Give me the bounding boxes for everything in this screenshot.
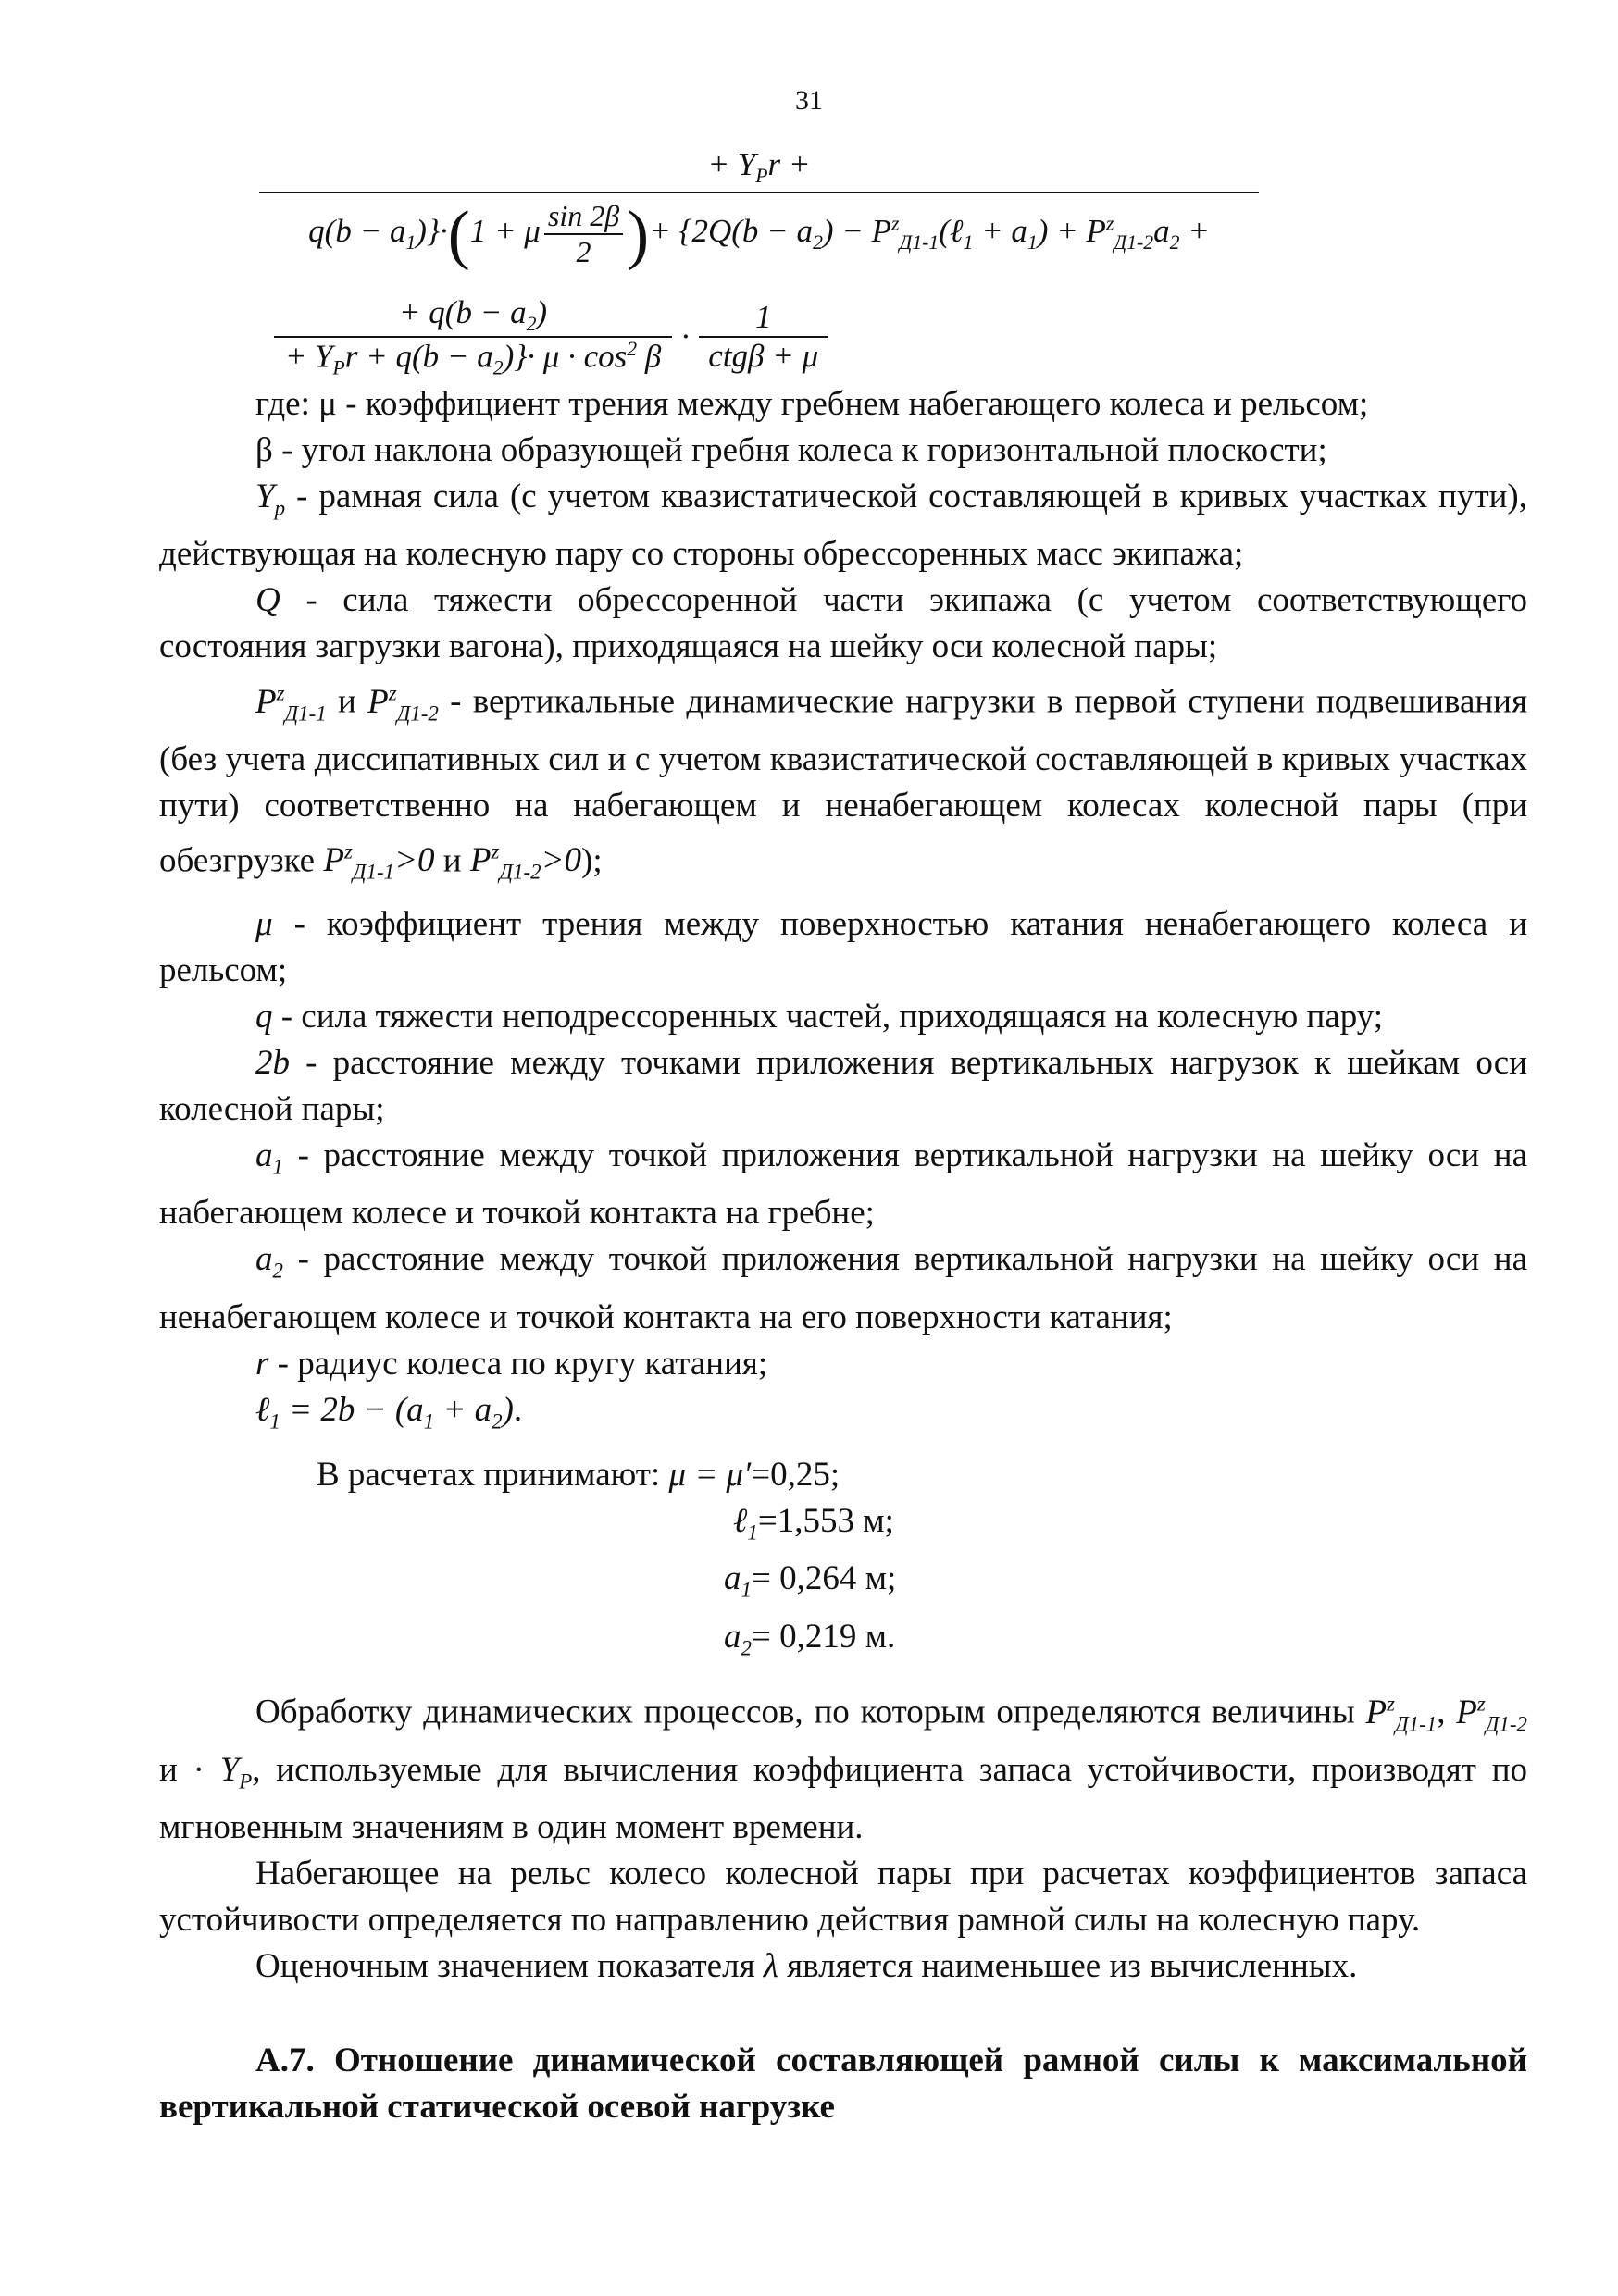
section-heading: А.7. Отношение динамической составляющей рамной силы к максимальной вертикальной статической осевой нагрузке — [159, 2042, 1527, 2127]
def-yp: $Y_р$ - рамная сила (с учетом квазистатической составляющей в кривых участках пути), действующая на колесную пару со стороны обрессоренных масс экипажа; — [159, 478, 1527, 574]
formula-num-3: + $q(b - a_2)$ — [398, 294, 548, 335]
accepted-values-line: В расчетах принимают: μ = μ′=0,25; — [317, 1456, 840, 1494]
formula-row-2: $q(b - a_1)\}\cdot(1 + \mu$ $\frac{\sin 2\beta}{2}$ )+ {$2Q(b - a_2)$ − $P^z_{Д1-1}(\ell_1 + a_1) + P^z_{Д1-2}a_2$ + — [308, 197, 1210, 271]
formula-block-2: + $q(b - a_2)$ + $Y_Pr + q(b - a_2)\}\cdot \mu \cdot \cos^2 \beta$ · 1 ctgβ + μ — [274, 294, 848, 380]
formula-frac-num: 1 — [755, 299, 772, 336]
def-l1: ℓ$_1$ = $2b - (a_1 + a_2)$. — [255, 1390, 523, 1433]
formula-row-1: + $Y_Pr$ + — [707, 146, 811, 187]
def-q-unsprung: q - сила тяжести неподрессоренных частей, приходящаяся на колесную пару; — [255, 997, 1384, 1036]
value-a2: = 0,219 м. — [751, 1617, 896, 1656]
def-pz: $P^z_{Д1-1}$ и $P^z_{Д1-2}$ - вертикальные динамические нагрузки в первой ступени подвешивания (без учета диссипативных сил и с учетом квазистатической составляющей в кривых участках пути) соответственно на набегающем и ненабегающем колесах колесной пары (при обезгрузке $P^z_{Д1-1}>0$ и $P^z_{Д1-2}>0$); — [159, 681, 1527, 884]
value-mu: =0,25; — [751, 1456, 840, 1494]
def-q-sprung: Q - сила тяжести обрессоренной части экипажа (с учетом соответствующего состояния загрузки вагона), приходящаяся на шейку оси колесной пары; — [159, 581, 1527, 666]
value-l1: =1,553 м; — [757, 1502, 894, 1540]
formula-block — [259, 146, 1259, 269]
para-estimate-b: является наименьшее из вычисленных. — [787, 1947, 1358, 1986]
fraction-bar-1 — [259, 192, 1259, 193]
page-number: 31 — [795, 85, 823, 116]
para-processing-a: Обработку динамических процессов, по которым определяются величины — [255, 1693, 1355, 1731]
body-text — [159, 381, 1527, 2130]
para-leading-wheel: Набегающее на рельс колесо колесной пары при расчетах коэффициентов запаса устойчивости определяется по направлению действия рамной силы на колесную пару. — [159, 1855, 1527, 1940]
para-processing-b: , используемые для вычисления коэффициента запаса устойчивости, производят по мгновенным значениям в один момент времени. — [159, 1750, 1528, 1847]
value-l1-line: ℓ$_1$=1,553 м; — [733, 1502, 894, 1545]
def-mu-flange: где: μ - коэффициент трения между гребнем набегающего колеса и рельсом; — [255, 385, 1369, 423]
fraction-bar-3: + $Y_Pr + q(b - a_2)\}\cdot \mu \cdot \cos^2 \beta$ — [274, 336, 672, 380]
def-r: r - радиус колеса по кругу катания; — [255, 1344, 768, 1383]
value-a2-line: $a_2= 0,219$ м. — [724, 1617, 896, 1660]
value-a1: = 0,264 м; — [751, 1559, 897, 1598]
def-a2: $a_2$ - расстояние между точкой приложения вертикальной нагрузки на шейку оси на ненабегающем колесе и точкой контакта на его поверхности катания; — [159, 1240, 1527, 1336]
def-a1: $a_1$ - расстояние между точкой приложения вертикальной нагрузки на шейку оси на набегающем колесе и точкой контакта на гребне; — [159, 1136, 1527, 1233]
value-a1-line: $a_1= 0,264$ м; — [724, 1559, 897, 1602]
def-mu-rolling: μ - коэффициент трения между поверхностью катания ненабегающего колеса и рельсом; — [159, 904, 1527, 989]
para-estimate: Оценочным значением показателя λ является наименьшее из вычисленных. — [255, 1947, 1358, 1986]
para-estimate-a: Оценочным значением показателя — [255, 1947, 755, 1986]
def-2b: 2b - расстояние между точками приложения вертикальных нагрузок к шейкам оси колесной пары; — [159, 1043, 1527, 1128]
para-processing: Обработку динамических процессов, по которым определяются величины $P^z_{Д1-1}$, $P^z_{Д1-2}$ $и \cdot Y_P$, используемые для вычисления коэффициента запаса устойчивости, производят по мгновенным значениям в один момент времени. — [159, 1692, 1528, 1847]
accept-label: В расчетах принимают: — [317, 1456, 661, 1494]
formula-frac-den: ctgβ + μ — [699, 336, 828, 375]
def-beta: β - угол наклона образующей гребня колеса к горизонтальной плоскости; — [255, 431, 1327, 469]
